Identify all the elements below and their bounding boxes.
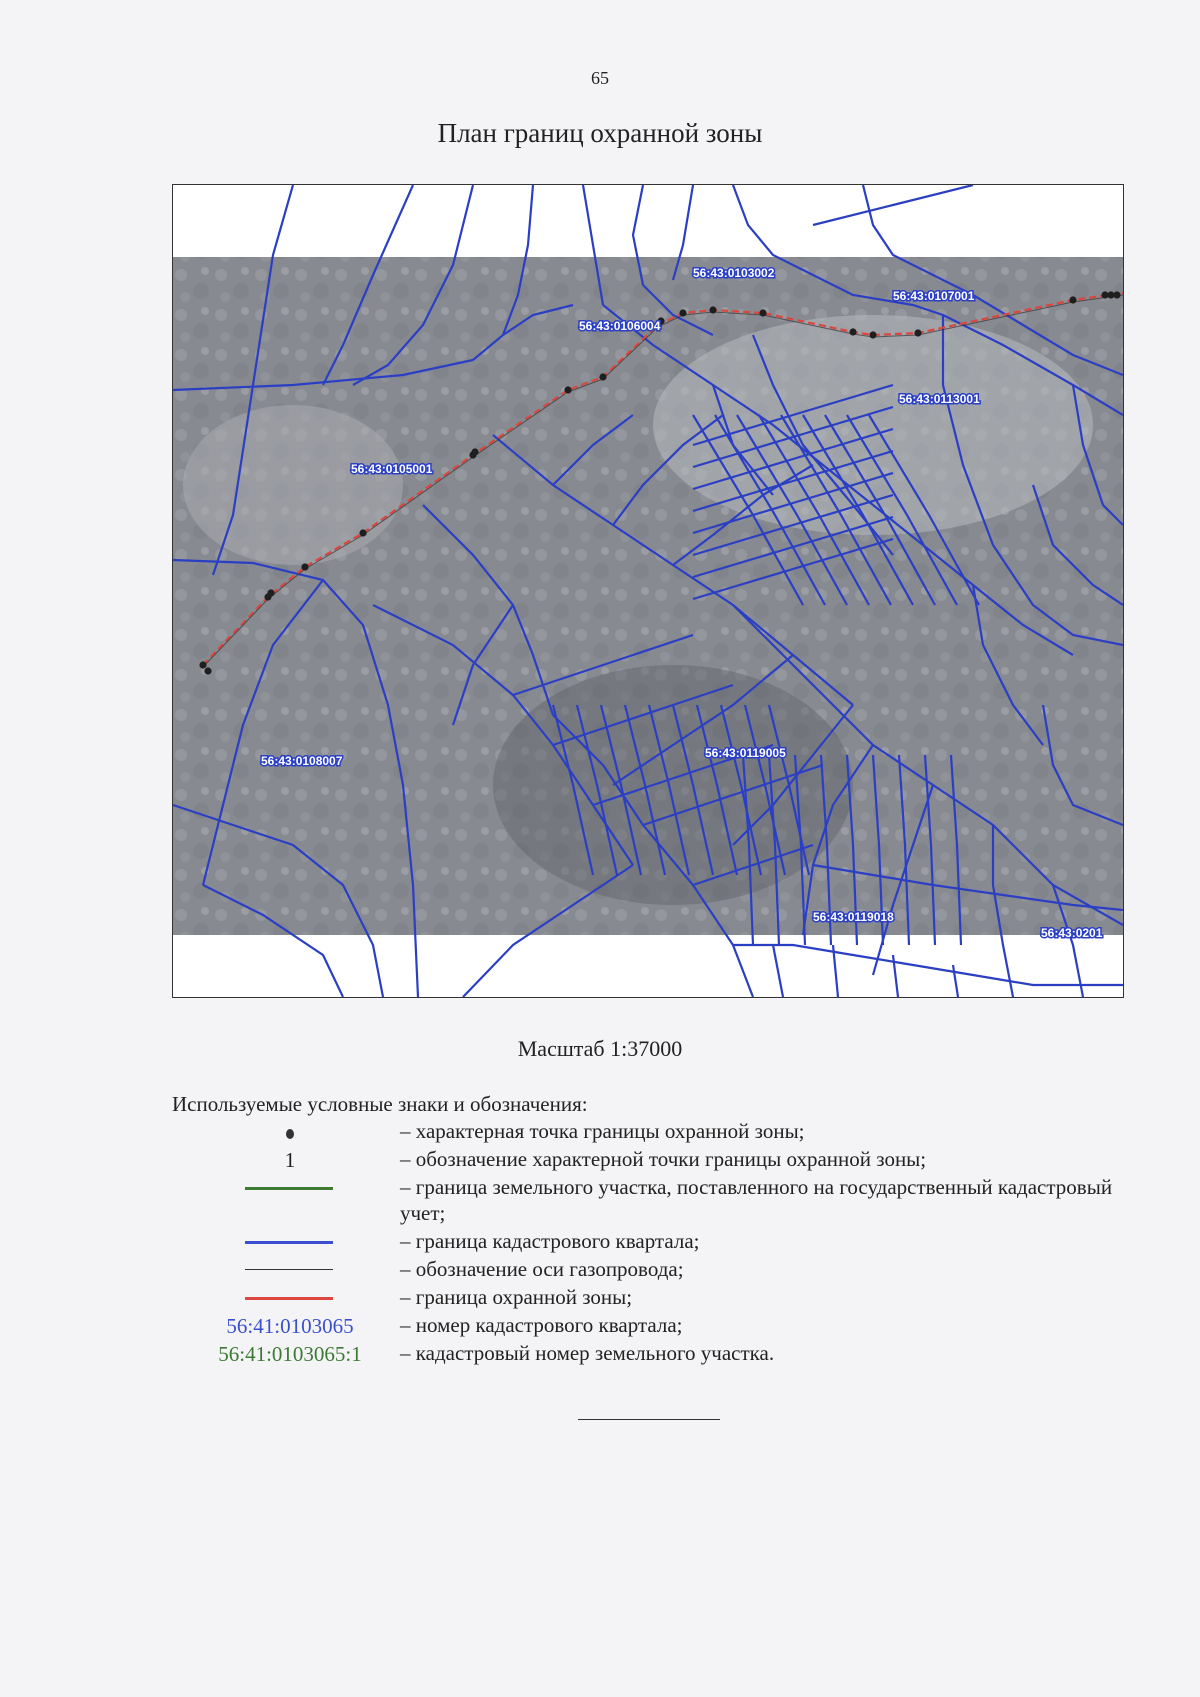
quarter-label: 56:43:0103002 <box>693 266 775 280</box>
quarter-label: 56:43:0201 <box>1041 926 1103 940</box>
zone-point <box>204 667 211 674</box>
legend-heading: Используемые условные знаки и обозначения: <box>172 1092 588 1116</box>
zone-point <box>869 331 876 338</box>
zone-point <box>709 306 716 313</box>
legend-point-icon <box>205 1118 375 1146</box>
zone-point <box>267 589 274 596</box>
legend-zone-line-icon <box>205 1284 375 1312</box>
quarter-boundary-line <box>773 945 783 997</box>
legend-description: – номер кадастрового квартала; <box>400 1313 683 1337</box>
zone-point <box>849 328 856 335</box>
page-number: 65 <box>591 68 609 88</box>
zone-point <box>199 661 206 668</box>
quarter-label: 56:43:0107001 <box>893 289 975 303</box>
legend-quarter-number: 56:41:0103065 <box>226 1314 354 1338</box>
zone-point <box>301 563 308 570</box>
legend-item <box>0 1174 1200 1225</box>
map-canvas <box>173 185 1123 997</box>
end-rule <box>578 1419 720 1420</box>
legend-point-number: 1 <box>284 1148 296 1172</box>
quarter-label: 56:43:0108007 <box>261 754 343 768</box>
legend-item <box>0 1118 1200 1146</box>
zone-point <box>1113 291 1120 298</box>
legend-parcel-number: 56:41:0103065:1 <box>218 1342 362 1366</box>
quarter-label: 56:43:0119018 <box>813 910 894 924</box>
legend-parcel-line-icon <box>205 1174 375 1202</box>
legend-description: – обозначение оси газопровода; <box>400 1257 684 1281</box>
zone-point <box>471 448 478 455</box>
quarter-label: 56:43:0119005 <box>705 746 786 760</box>
legend-item <box>0 1256 1200 1284</box>
legend-item <box>0 1284 1200 1312</box>
quarter-boundary-line <box>813 185 973 225</box>
page-title: План границ охранной зоны <box>437 118 763 148</box>
map-scale: Масштаб 1:37000 <box>517 1036 683 1061</box>
cadastral-map <box>172 184 1124 998</box>
zone-point <box>359 529 366 536</box>
zone-point <box>599 373 606 380</box>
quarter-boundary-line <box>953 965 958 997</box>
legend-item <box>0 1340 1200 1368</box>
zone-point <box>759 309 766 316</box>
zone-point <box>679 309 686 316</box>
zone-point <box>564 386 571 393</box>
zone-point <box>914 329 921 336</box>
legend-item <box>0 1228 1200 1256</box>
quarter-label: 56:43:0105001 <box>351 462 433 476</box>
quarter-label: 56:43:0106004 <box>579 319 661 333</box>
quarter-label: 56:43:0113001 <box>899 392 980 406</box>
zone-point <box>1069 296 1076 303</box>
legend-item <box>0 1312 1200 1340</box>
legend-description: – обозначение характерной точки границы охранной зоны; <box>400 1147 927 1171</box>
legend-description: – граница земельного участка, поставленного на государственный кадастровый учет; <box>400 1175 1113 1225</box>
legend-description: – граница кадастрового квартала; <box>400 1229 700 1253</box>
legend-description: – кадастровый номер земельного участка. <box>400 1341 775 1365</box>
legend-description: – характерная точка границы охранной зоны; <box>400 1119 805 1143</box>
legend-item <box>0 1146 1200 1174</box>
legend-quarter-line-icon <box>205 1228 375 1256</box>
legend-gas-axis-icon <box>205 1256 375 1284</box>
legend-description: – граница охранной зоны; <box>400 1285 633 1309</box>
quarter-boundary-line <box>733 945 1123 985</box>
